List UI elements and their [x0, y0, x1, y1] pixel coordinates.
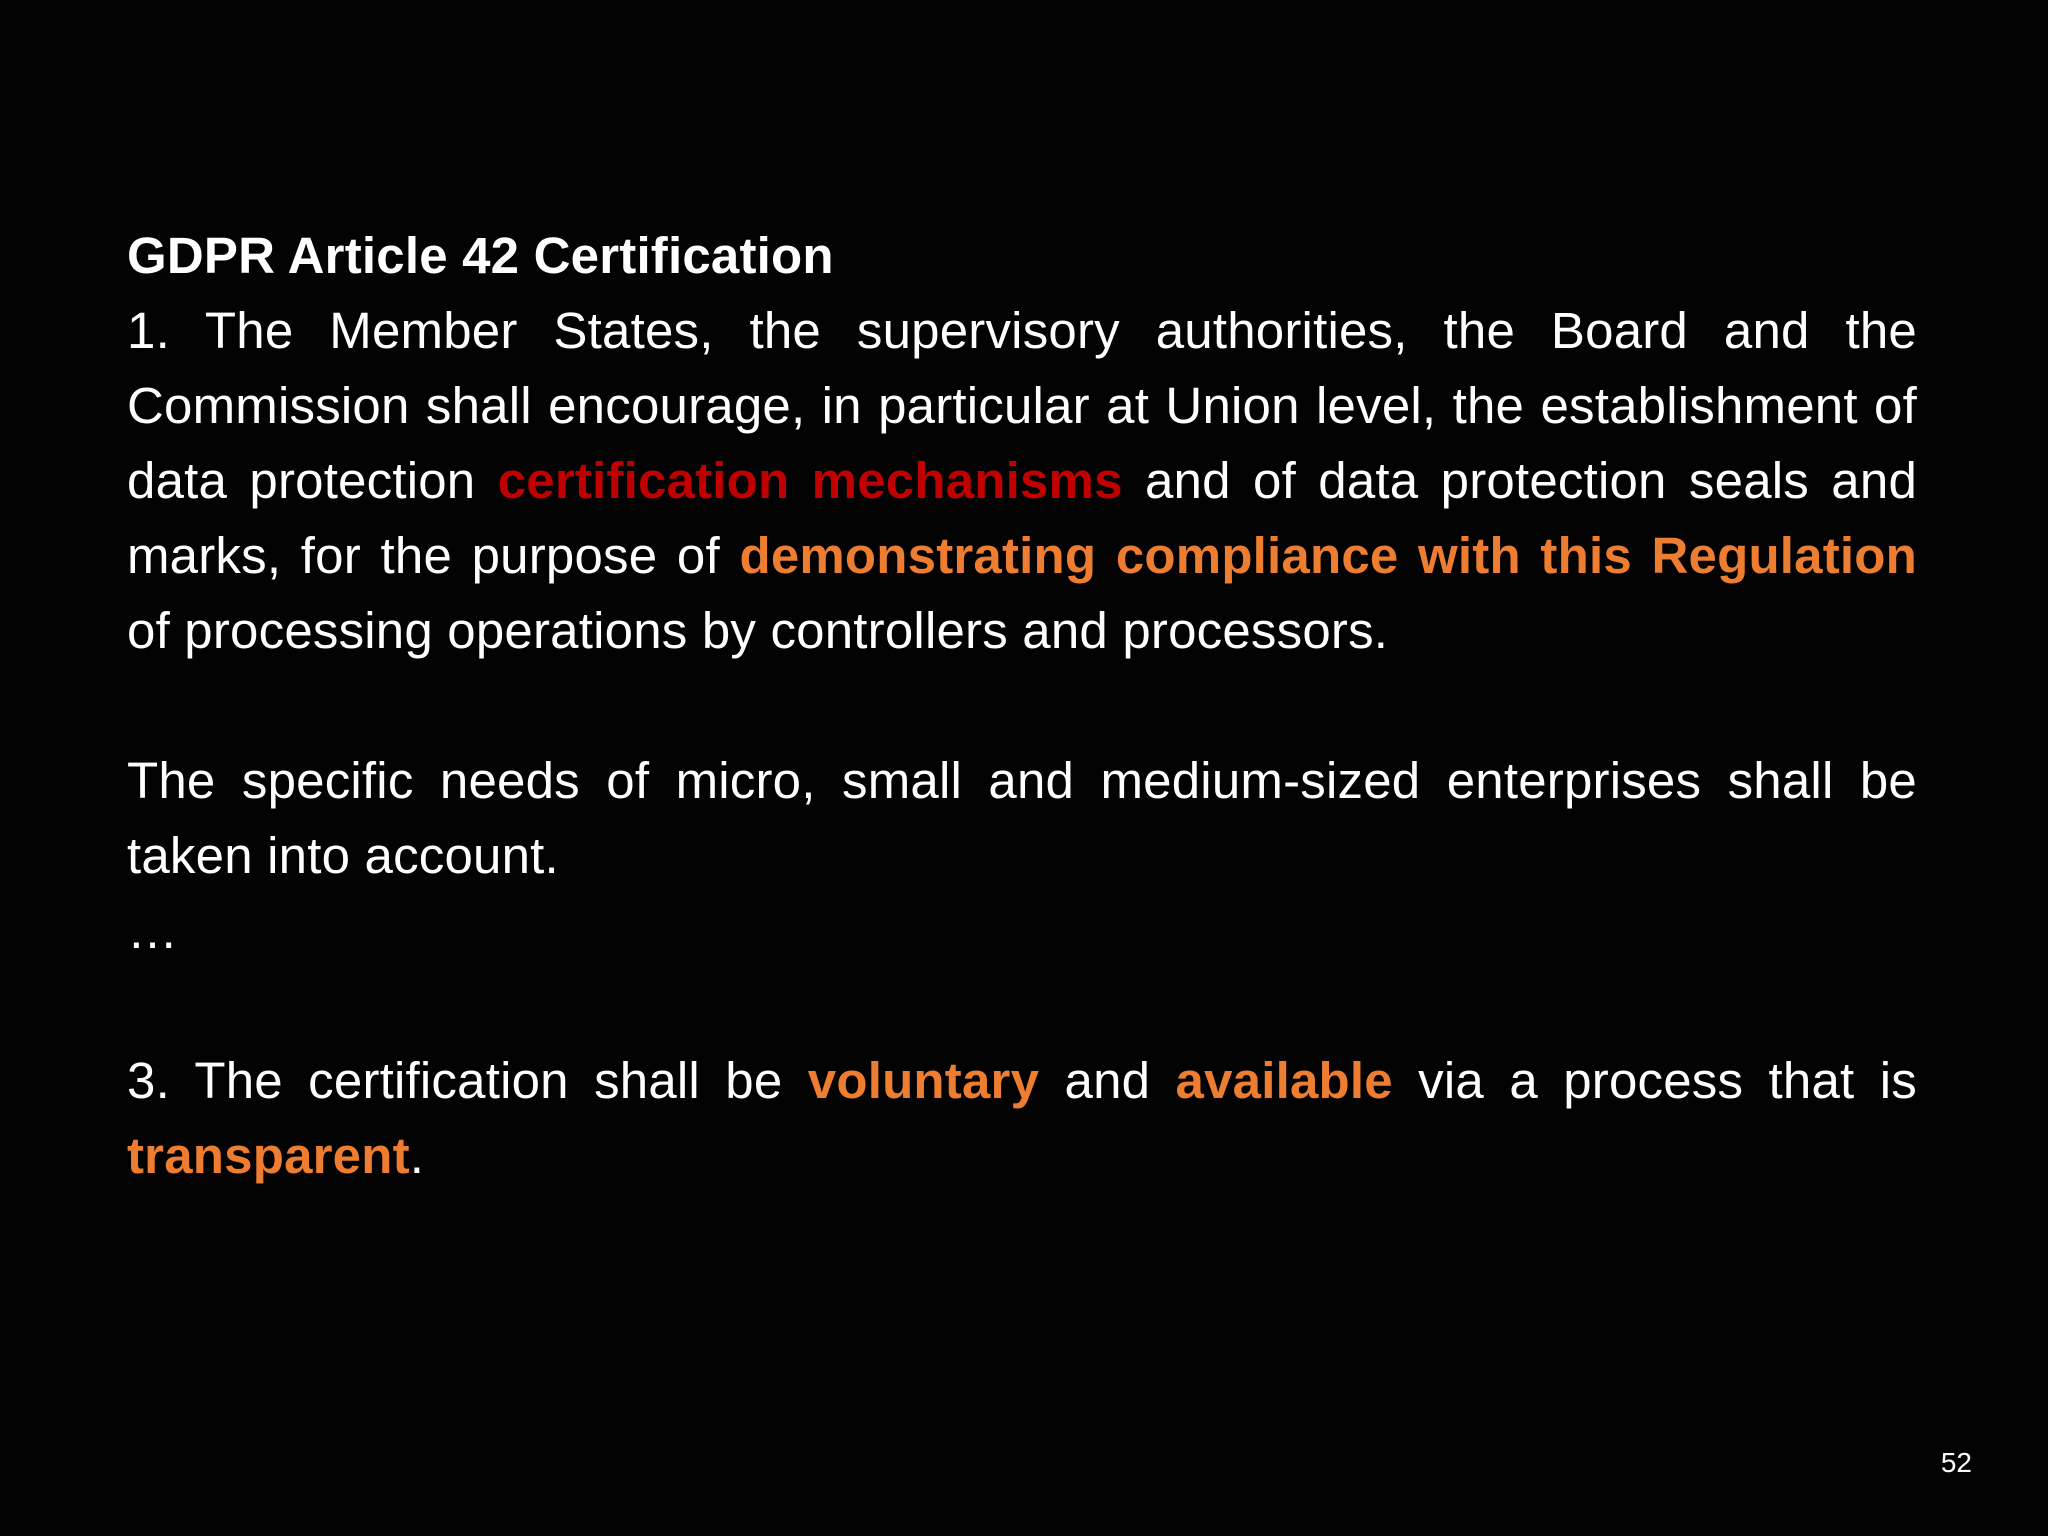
highlight-voluntary: voluntary: [807, 1052, 1040, 1109]
page-number: 52: [1940, 1447, 1972, 1478]
highlight-available: available: [1175, 1052, 1393, 1109]
paragraph-3: [127, 1043, 1917, 1193]
paragraph-1: [127, 293, 1917, 668]
paragraph-2: The specific needs of micro, small and medium-sized enterprises shall be taken into account.: [127, 752, 1917, 884]
paragraph-3-text: via a process that is: [1392, 1052, 1917, 1109]
highlight-transparent: transparent: [127, 1127, 410, 1184]
slide-title: GDPR Article 42 Certification: [127, 227, 834, 284]
paragraph-3-text: 3. The certification shall be: [127, 1052, 808, 1109]
spacer: [127, 668, 1917, 743]
paragraph-1-text: 1. The Member States, the supervisory authorities, the Board and the Commission shall encourage, in particular at Union level, the establishment of data protection: [127, 302, 1917, 509]
spacer: [127, 968, 1917, 1043]
slide-content: [127, 218, 1917, 1193]
paragraph-1-text: of processing operations by controllers and processors.: [127, 602, 1389, 659]
paragraph-3-text: and: [1039, 1052, 1176, 1109]
paragraph-1-text: and of data protection seals and marks, for the purpose of: [127, 452, 1918, 584]
highlight-demonstrating-compliance: demonstrating compliance with this Regulation: [739, 527, 1917, 584]
ellipsis: …: [127, 902, 179, 959]
paragraph-3-text: .: [409, 1127, 425, 1184]
highlight-certification-mechanisms: certification mechanisms: [497, 452, 1123, 509]
